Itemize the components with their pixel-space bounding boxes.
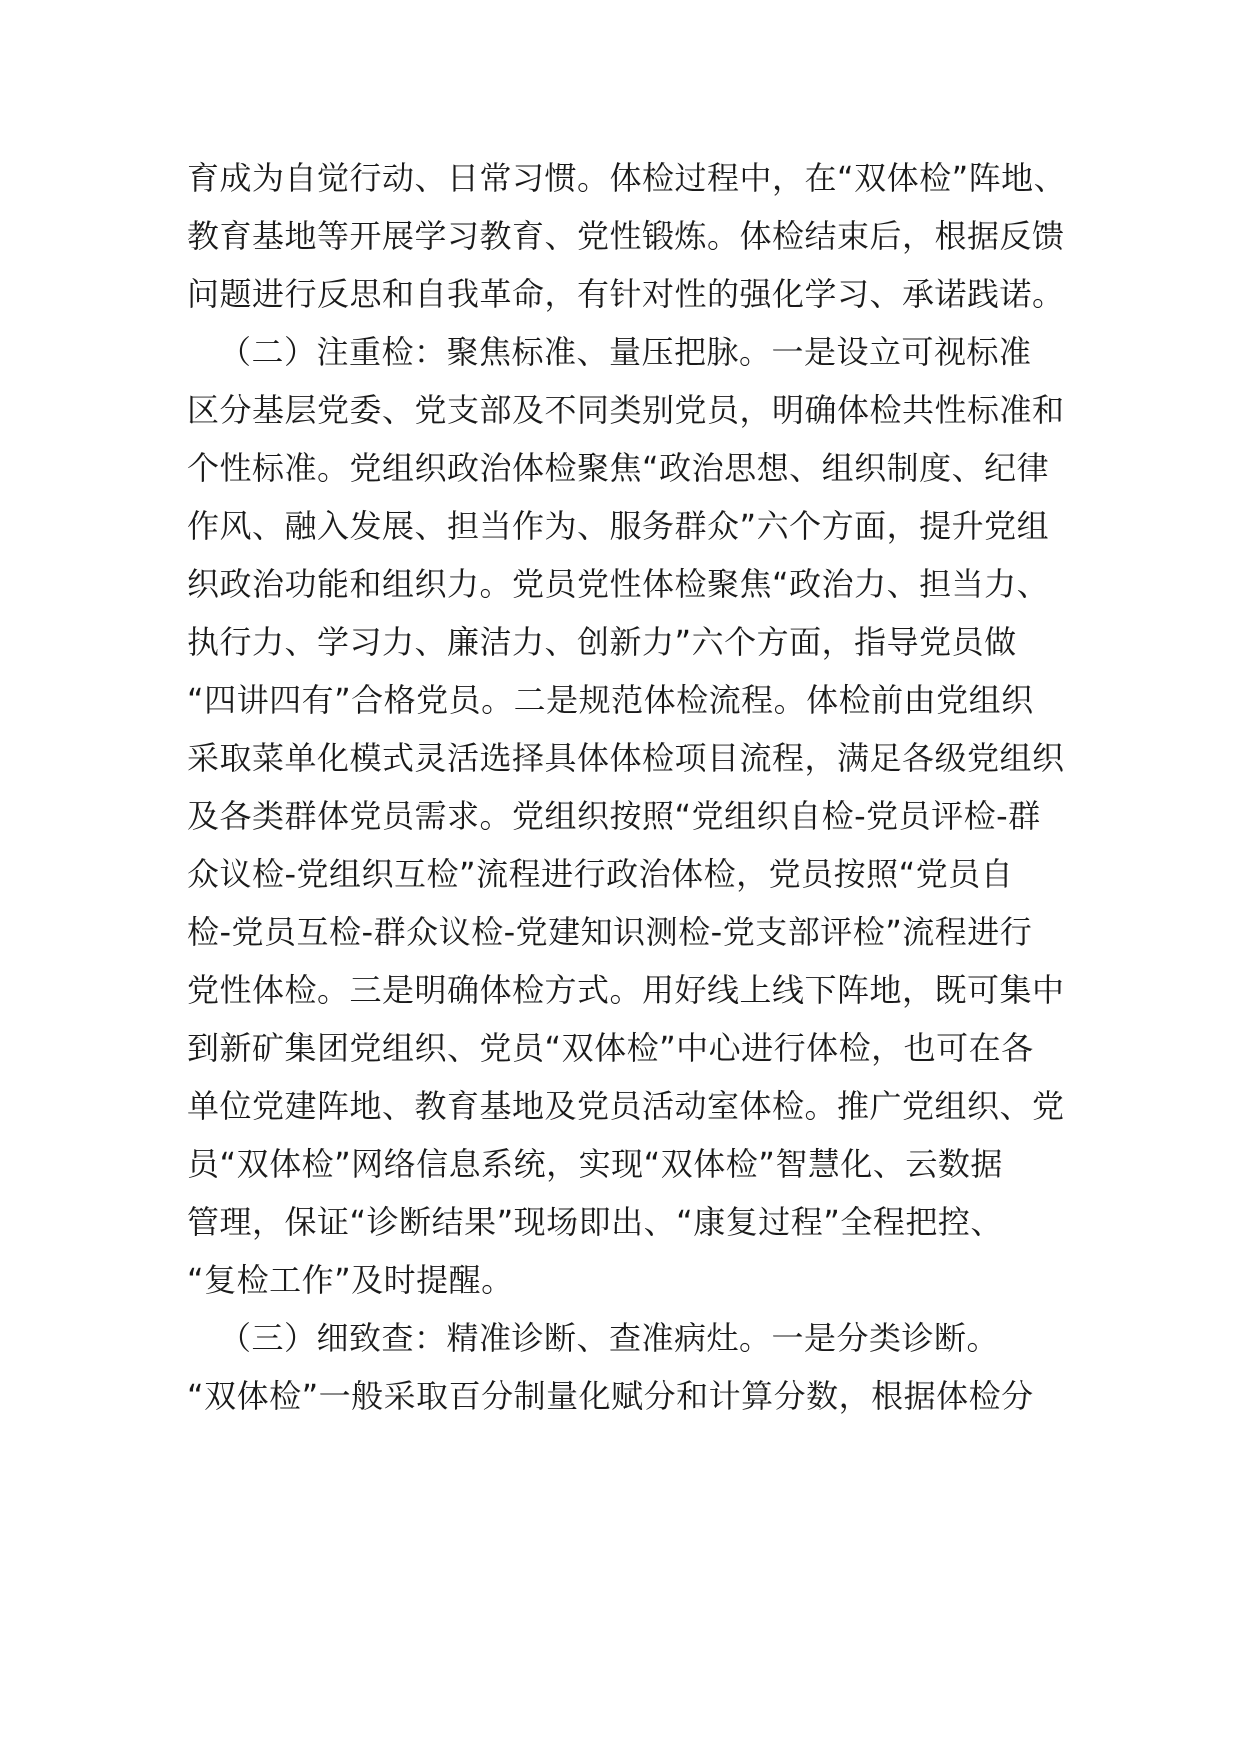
text-line: 员“双体检”网络信息系统，实现“双体检”智慧化、云数据 [187,1145,1003,1183]
text-line: 教育基地等开展学习教育、党性锻炼。体检结束后，根据反馈 [187,217,1065,255]
text-line: 单位党建阵地、教育基地及党员活动室体检。推广党组织、党 [187,1087,1065,1125]
section-heading-three: （三）细致查：精准诊断、查准病灶。一是分类诊断。 [219,1319,1000,1357]
text-line: 及各类群体党员需求。党组织按照“党组织自检-党员评检-群 [187,797,1041,835]
text-line: 党性体检。三是明确体检方式。用好线上线下阵地，既可集中 [187,971,1065,1009]
text-line: 个性标准。党组织政治体检聚焦“政治思想、组织制度、纪律 [187,449,1050,487]
text-line: 问题进行反思和自我革命，有针对性的强化学习、承诺践诺。 [187,275,1065,313]
text-line: “双体检”一般采取百分制量化赋分和计算分数，根据体检分 [187,1377,1034,1415]
text-line: “四讲四有”合格党员。二是规范体检流程。体检前由党组织 [187,681,1034,719]
text-line: 育成为自觉行动、日常习惯。体检过程中，在“双体检”阵地、 [187,159,1067,197]
text-line: 众议检-党组织互检”流程进行政治体检，党员按照“党员自 [187,855,1014,893]
text-line: 作风、融入发展、担当作为、服务群众”六个方面，提升党组 [187,507,1050,545]
text-line: 检-党员互检-群众议检-党建知识测检-党支部评检”流程进行 [187,913,1033,951]
text-line: 区分基层党委、党支部及不同类别党员，明确体检共性标准和 [187,391,1065,429]
text-line: 织政治功能和组织力。党员党性体检聚焦“政治力、担当力、 [187,565,1050,603]
text-line: 执行力、学习力、廉洁力、创新力”六个方面，指导党员做 [187,623,1017,661]
section-heading-two: （二）注重检：聚焦标准、量压把脉。一是设立可视标准 [219,333,1032,371]
text-line: 到新矿集团党组织、党员“双体检”中心进行体检，也可在各 [187,1029,1034,1067]
text-line: 管理，保证“诊断结果”现场即出、“康复过程”全程把控、 [187,1203,1003,1241]
text-line: “复检工作”及时提醒。 [187,1261,514,1299]
text-line: 采取菜单化模式灵活选择具体体检项目流程，满足各级党组织 [187,739,1065,777]
